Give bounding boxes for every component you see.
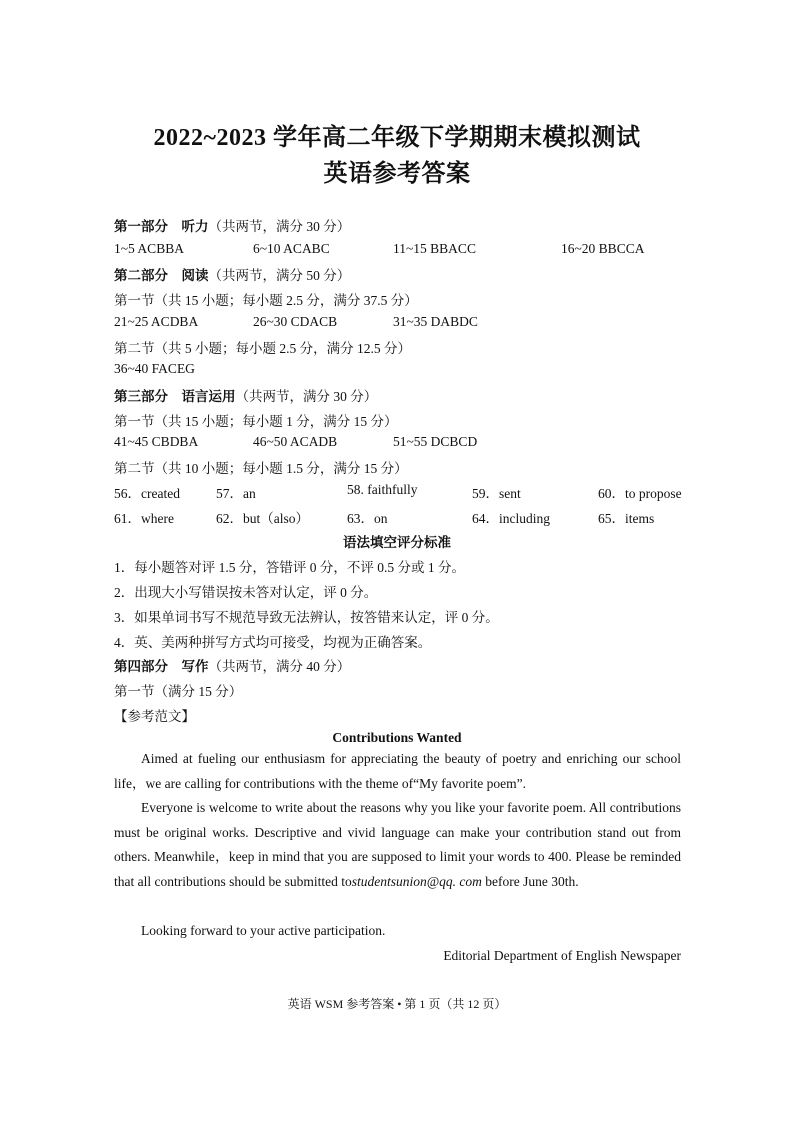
part4-heading [114,655,350,675]
part3-answer-3: 51~55 DCBCD [393,434,478,449]
blank-62: 62．but（also） [216,511,309,526]
rubric-title: 语法填空评分标准 [343,535,451,550]
part2-answer-1: 21~25 ACDBA [114,314,199,329]
part1-name: 听力 [181,219,209,234]
essay-paragraph-1: Aimed at fueling our enthusiasm for appreciating the beauty of poetry and enriching our school life，we are calling for contributions with the theme of“My favorite poem”. [114,751,681,791]
part2-section1: 第一节（共 15 小题；每小题 2.5 分，满分 37.5 分） [114,293,418,308]
blank-58: 58. faithfully [347,482,418,497]
part2-answer-4: 36~40 FACEG [114,361,195,376]
blank-59: 59．sent [472,486,521,501]
part1-answer-3: 11~15 BBACC [393,241,476,256]
contact-email: studentsunion@qq. com [351,873,482,889]
part1-answer-1: 1~5 ACBBA [114,241,184,256]
part2-answer-3: 31~35 DABDC [393,314,478,329]
part2-name: 阅读 [181,268,209,283]
essay-paragraph-2-end: before June 30th. [481,873,579,889]
part1-answer-4: 16~20 BBCCA [561,241,645,256]
blank-57: 57．an [216,486,256,501]
blank-61: 61．where [114,511,174,526]
part4-name: 写作 [181,659,209,674]
part3-name: 语言运用 [181,389,236,404]
part3-heading [114,385,377,405]
part1-label: 第一部分 [114,219,168,234]
part2-note: （共两节，满分 50 分） [208,268,351,283]
part3-note: （共两节，满分 30 分） [235,389,378,404]
page-subtitle: 英语参考答案 [323,161,471,187]
part3-section1: 第一节（共 15 小题；每小题 1 分，满分 15 分） [114,414,398,429]
part4-note: （共两节，满分 40 分） [208,659,351,674]
blank-60: 60．to propose [598,486,682,501]
rubric-item: 2．出现大小写错误按未答对认定，评 0 分。 [114,585,378,600]
essay-paragraph-2 [114,796,681,894]
essay-paragraph-3: Looking forward to your active participation. [141,923,386,938]
blank-56: 56．created [114,486,180,501]
essay-paragraph-2-text: Everyone is welcome to write about the reasons why you like your favorite poem. All contributions must be original works. Descriptive and vivid language can make your contribution stand out from others. Meanwhile，keep in mind that you are supposed to limit your words to 400. Please be reminded that all contributions should be submitted to [114,800,681,889]
part1-note: （共两节，满分 30 分） [208,219,351,234]
essay-title: Contributions Wanted [332,730,462,745]
page-title: 2022~2023 学年高二年级下学期期末模拟测试 [153,125,641,151]
part4-label: 第四部分 [114,659,168,674]
blank-64: 64．including [472,511,550,526]
rubric-item: 4．英、美两种拼写方式均可接受，均视为正确答案。 [114,635,432,650]
part3-label: 第三部分 [114,389,168,404]
rubric-item: 3．如果单词书写不规范导致无法辨认，按答错来认定，评 0 分。 [114,610,499,625]
part1-answer-2: 6~10 ACABC [253,241,330,256]
part2-answer-2: 26~30 CDACB [253,314,338,329]
part4-section1: 第一节（满分 15 分） [114,684,243,699]
blank-65: 65．items [598,511,655,526]
part2-label: 第二部分 [114,268,168,283]
part2-heading [114,264,350,284]
page-footer: 英语 WSM 参考答案 • 第 1 页（共 12 页） [287,997,507,1011]
part3-section2: 第二节（共 10 小题；每小题 1.5 分，满分 15 分） [114,461,408,476]
blank-63: 63．on [347,511,388,526]
part3-answer-1: 41~45 CBDBA [114,434,199,449]
essay-signature: Editorial Department of English Newspaper [443,948,681,963]
sample-label: 【参考范文】 [114,709,195,724]
rubric-item: 1．每小题答对评 1.5 分，答错评 0 分，不评 0.5 分或 1 分。 [114,560,465,575]
part1-heading [114,215,350,235]
part3-answer-2: 46~50 ACADB [253,434,338,449]
part2-section2: 第二节（共 5 小题；每小题 2.5 分，满分 12.5 分） [114,341,411,356]
